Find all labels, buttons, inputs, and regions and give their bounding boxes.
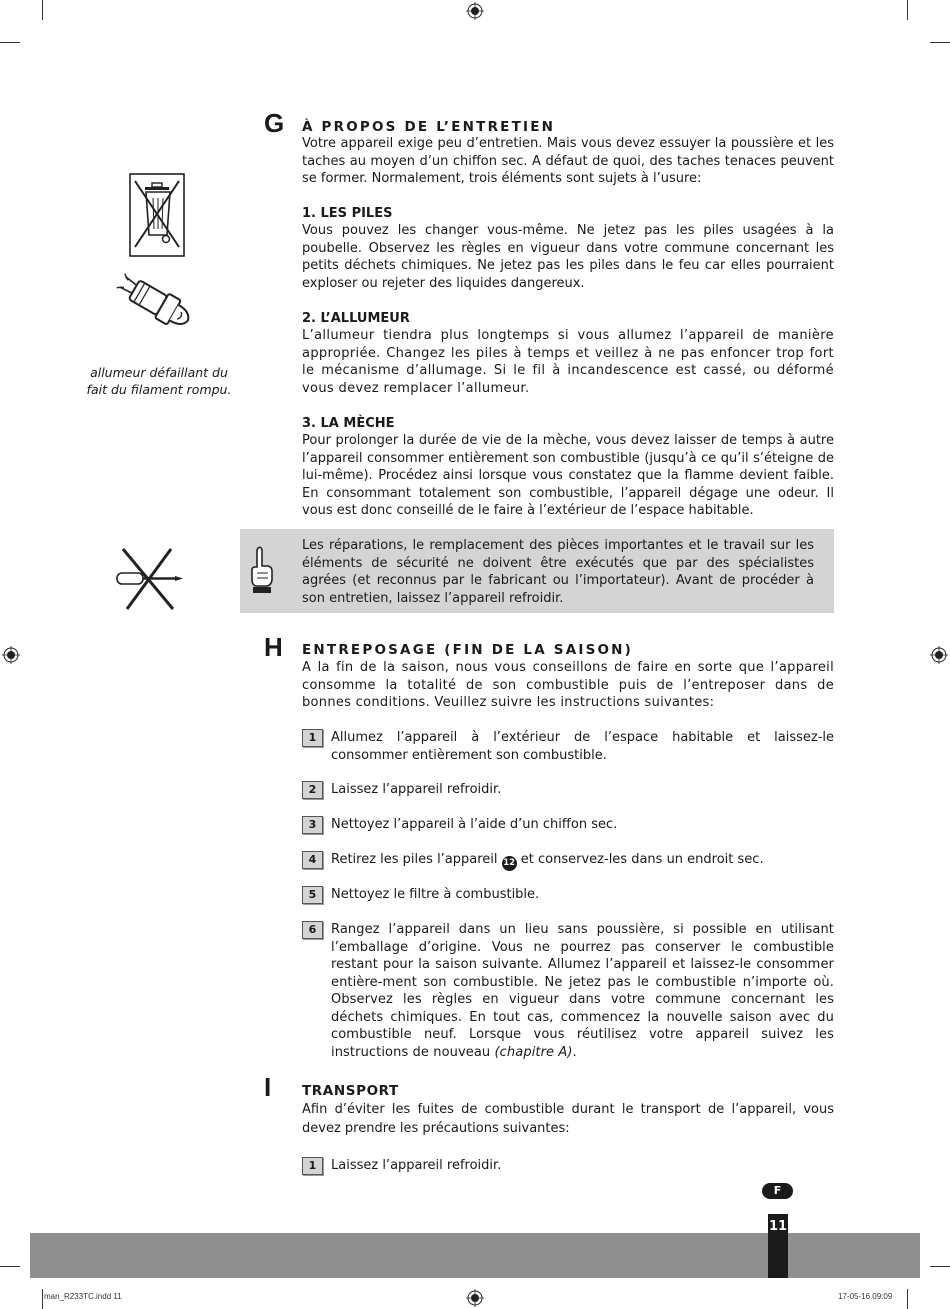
crop-mark (907, 1289, 908, 1309)
step-number: 4 (302, 851, 323, 869)
step-number: 6 (302, 921, 323, 939)
batteries-heading: 1. LES PILES (302, 206, 393, 221)
crossed-out-screwdriver-icon (113, 547, 185, 611)
date-slug: 17-05-16 09:09 (838, 1292, 893, 1301)
step-number: 3 (302, 816, 323, 834)
safety-note-box (240, 529, 834, 613)
transport-step: Laissez l’appareil refroidir. (331, 1158, 502, 1173)
crop-mark (930, 42, 950, 43)
storage-step (331, 851, 834, 871)
page-number: 11 (768, 1214, 788, 1278)
registration-mark-icon (466, 2, 484, 20)
step-text: Retirez les piles l’appareil (331, 852, 502, 867)
step-number: 1 (302, 1157, 323, 1175)
maintenance-intro: Votre appareil exige peu d’entretien. Mais vous devez essuyer la poussière et les taches au moyen d’un chiffon sec. A défaut de quoi, des taches tenaces peuvent se former. Normalement, trois éléments sont sujets à l’usure: (302, 136, 834, 186)
registration-mark-icon (2, 646, 20, 664)
step-number: 2 (302, 781, 323, 799)
storage-intro: A la fin de la saison, nous vous conseillons de faire en sorte que l’appareil consomme la totalité de son combustible puis de l’entreposer dans de bonnes conditions. Veuillez suivre les instructions suivantes: (302, 660, 834, 710)
wick-heading: 3. LA MÈCHE (302, 416, 395, 431)
section-title-storage: ENTREPOSAGE (FIN DE LA SAISON) (302, 642, 634, 658)
igniter-illustration-icon (110, 272, 204, 336)
storage-step: Laissez l’appareil refroidir. (331, 782, 502, 797)
crop-mark (0, 1266, 20, 1267)
storage-step (331, 921, 834, 1061)
language-badge: F (762, 1183, 793, 1199)
igniter-heading: 2. L’ALLUMEUR (302, 311, 410, 326)
crop-mark (42, 0, 43, 20)
part-reference-badge: 12 (502, 856, 517, 871)
step-number: 1 (302, 729, 323, 747)
step-text: . (572, 1044, 577, 1060)
section-letter-h: H (264, 632, 283, 662)
step-number: 5 (302, 886, 323, 904)
crop-mark (0, 42, 20, 43)
section-title-maintenance: À PROPOS DE L’ENTRETIEN (302, 119, 556, 135)
transport-intro: Afin d’éviter les fuites de combustible durant le transport de l’appareil, vous devez prendre les précautions suivantes: (302, 1102, 834, 1136)
igniter-caption: allumeur défaillant du fait du filament rompu. (86, 365, 232, 397)
storage-step: Allumez l’appareil à l’extérieur de l’espace habitable et laissez-le consommer entièrement son combustible. (331, 730, 834, 763)
section-letter-g: G (264, 108, 285, 138)
crossed-out-wheelie-bin-icon (129, 173, 185, 257)
safety-note-text: Les réparations, le remplacement des pièces importantes et le travail sur les éléments de sécurité ne doivent être exécutés que par des spécialistes agrées (et reconnus par le fabricant ou l’importateur). Avant de procéder à son entretien, laissez l’appareil refroidir. (302, 538, 814, 606)
chapter-reference: (chapitre A) (494, 1044, 573, 1060)
section-letter-i: I (264, 1072, 272, 1102)
storage-step: Nettoyez le filtre à combustible. (331, 887, 540, 902)
pointing-hand-icon (248, 546, 274, 594)
crop-mark (42, 1289, 43, 1309)
crop-mark (930, 1266, 950, 1267)
step-text: et conservez-les dans un endroit sec. (516, 852, 764, 867)
crop-mark (907, 0, 908, 20)
wick-text: Pour prolonger la durée de vie de la mèche, vous devez laisser de temps à autre l’appareil consommer entièrement son combustible (jusqu’à ce qu’il s’éteigne de lui-même). Procédez ainsi lorsque vous constatez que la flamme devient faible. En consommant totalement son combustible, l’appareil dégage une odeur. Il vous est donc conseillé de le faire à l’extérieur de l’espace habitable. (302, 433, 834, 518)
step-text: Rangez l’appareil dans un lieu sans poussière, si possible en utilisant l’emballage d’origine. Vous ne pourrez pas conserver le combustible restant pour la saison suivante. Allumez l’appareil et laissez-le consommer entière-ment son combustible. Ne jetez pas le combustible n’importe où. Observez les règles en vigueur dans votre commune concernant les déchets chimiques. En tout cas, commencez la nouvelle saison avec du combustible neuf. Lorsque vous réutilisez votre appareil suivez les instructions de nouveau (331, 922, 834, 1060)
registration-mark-icon (930, 646, 948, 664)
batteries-text: Vous pouvez les changer vous-même. Ne jetez pas les piles usagées à la poubelle. Observez les règles en vigueur dans votre commune concernant les petits déchets chimiques. Ne jetez pas les piles dans le feu car elles pourraient exploser ou rejeter des liquides dangereux. (302, 223, 834, 291)
igniter-text: L’allumeur tiendra plus longtemps si vous allumez l’appareil de manière appropriée. Changez les piles à temps et veillez à ne pas enfoncer trop fort le mécanisme d’allumage. Si le fil à incandescence est cassé, ou déformé vous devez remplacer l’allumeur. (302, 328, 834, 396)
storage-step: Nettoyez l’appareil à l’aide d’un chiffon sec. (331, 817, 618, 832)
registration-mark-icon (466, 1289, 484, 1307)
section-title-transport: TRANSPORT (302, 1083, 399, 1099)
file-slug: man_R233TC.indd 11 (44, 1292, 122, 1301)
